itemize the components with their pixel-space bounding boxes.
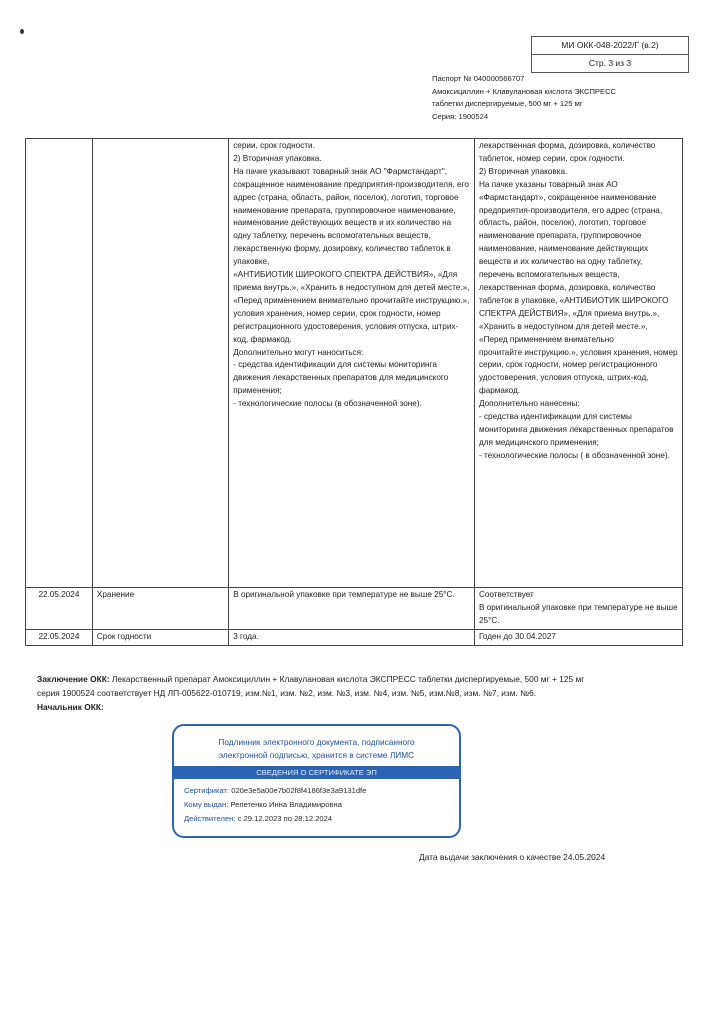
passport-header (432, 73, 702, 123)
cert-value: 020e3e5a00e7b02f8f4186f3e3a9131dfe (231, 786, 367, 795)
stamp-text: Подлинник электронного документа, подписанного электронной подписью, хранится в системе ЛИМС (218, 737, 415, 760)
valid-value: с 29.12.2023 по 28.12.2024 (237, 814, 333, 823)
cell-parameter: Срок годности (92, 629, 228, 645)
stamp-validity (174, 812, 459, 826)
document-code-box (531, 36, 689, 73)
head-label: Начальник ОКК: (37, 702, 104, 712)
stamp-issued-to (174, 798, 459, 812)
issued-label: Кому выдан: (184, 800, 229, 809)
cell-date: 22.05.2024 (26, 588, 93, 630)
cert-label: Сертификат: (184, 786, 230, 795)
scan-speck (20, 29, 24, 34)
conclusion-label: Заключение ОКК: (37, 674, 110, 684)
cell-requirement: В оригинальной упаковке при температуре не выше 25°С. (229, 588, 475, 630)
cell-result: Соответствует В оригинальной упаковке при температуре не выше 25°С. (474, 588, 682, 630)
page-number: Стр. 3 из 3 (532, 54, 688, 72)
valid-label: Действителен: (184, 814, 236, 823)
cell-parameter (92, 139, 228, 588)
product-form: таблетки диспергируемые, 500 мг + 125 мг (432, 99, 583, 108)
doc-code: МИ ОКК-048-2022/Г (в.2) (561, 40, 659, 50)
product-name: Амоксициллин + Клавулановая кислота ЭКСПРЕСС (432, 86, 617, 96)
cell-parameter: Хранение (92, 588, 228, 630)
issue-date: Дата выдачи заключения о качестве 24.05.2024 (419, 852, 606, 862)
cell-result: Годен до 30.04.2027 (474, 629, 682, 645)
stamp-certificate (174, 784, 459, 798)
cell-requirement: 3 года. (229, 629, 475, 645)
series: Серия: 1900524 (432, 111, 489, 121)
conclusion (37, 672, 587, 714)
cell-date: 22.05.2024 (26, 629, 93, 645)
cell-requirement: серии, срок годности. 2) Вторичная упаковка. На пачке указывают товарный знак АО "Фармстандарт", сокращенное наименование предприятия-производителя, его адрес (страна, область, район, поселок), логотип, торговое наименование препарата, группировочное наименование, наименование действующих веществ и их количество на одну таблетку, перечень вспомогательных веществ, лекарственную форму, дозировку, количество таблеток в упаковке, «АНТИБИОТИК ШИРОКОГО СПЕКТРА ДЕЙСТВИЯ», «Для приема внутрь.», «Хранить в недоступном для детей месте.», «Перед применением внимательно прочитайте инструкцию.», условия хранения, номер серии, срок годности, номер регистрационного удостоверения, условия отпуска, штрих-код, фармакод. Дополнительно могут наноситься: - средства идентификации для системы мониторинга движения лекарственных препаратов для медицинского применения; - технологические полосы (в обозначенной зоне). (229, 139, 475, 588)
table-row (26, 139, 683, 588)
passport-number: Паспорт № 040000566707 (432, 74, 525, 83)
cell-result: лекарственная форма, дозировка, количество таблеток, номер серии, срок годности. 2) Вторичная упаковка. На пачке указаны товарный знак АО «Фармстандарт», сокращенное наименование предприятия-производителя, его адрес (страна, область, район, поселок), логотип, торговое наименование препарата, группировочное наименование, наименование действующих веществ и их количество на одну таблетку, перечень вспомогательных веществ, лекарственная форма, дозировка, количество таблеток в упаковке, «АНТИБИОТИК ШИРОКОГО СПЕКТРА ДЕЙСТВИЯ», «Для приема внутрь.», «Хранить в недоступном для детей месте.», «Перед применением внимательно прочитайте инструкцию.», условия хранения, номер серии, срок годности, номер регистрационного удостоверения, условия отпуска, штрих-код, фармакод. Дополнительно нанесены: - средства идентификации для системы мониторинга движения лекарственных препаратов для медицинского применения; - технологические полосы ( в обозначенной зоне). (474, 139, 682, 588)
conclusion-paragraph (37, 672, 587, 700)
table-row (26, 588, 683, 630)
issued-value: Репетенко Инна Владимировна (230, 800, 342, 809)
e-signature-stamp (172, 724, 461, 838)
quality-table (25, 138, 683, 646)
cell-date (26, 139, 93, 588)
conclusion-text: Лекарственный препарат Амоксициллин + Клавулановая кислота ЭКСПРЕСС таблетки диспергируемые, 500 мг + 125 мг серия 1900524 соответствует НД ЛП-005622-010719, изм.№1, изм. №2, изм. №3, изм. №4, изм. №5, изм.№8, изм. №7, изм. №6. (37, 674, 585, 698)
stamp-header-bar: СВЕДЕНИЯ О СЕРТИФИКАТЕ ЭП (174, 766, 459, 779)
table-row (26, 629, 683, 645)
